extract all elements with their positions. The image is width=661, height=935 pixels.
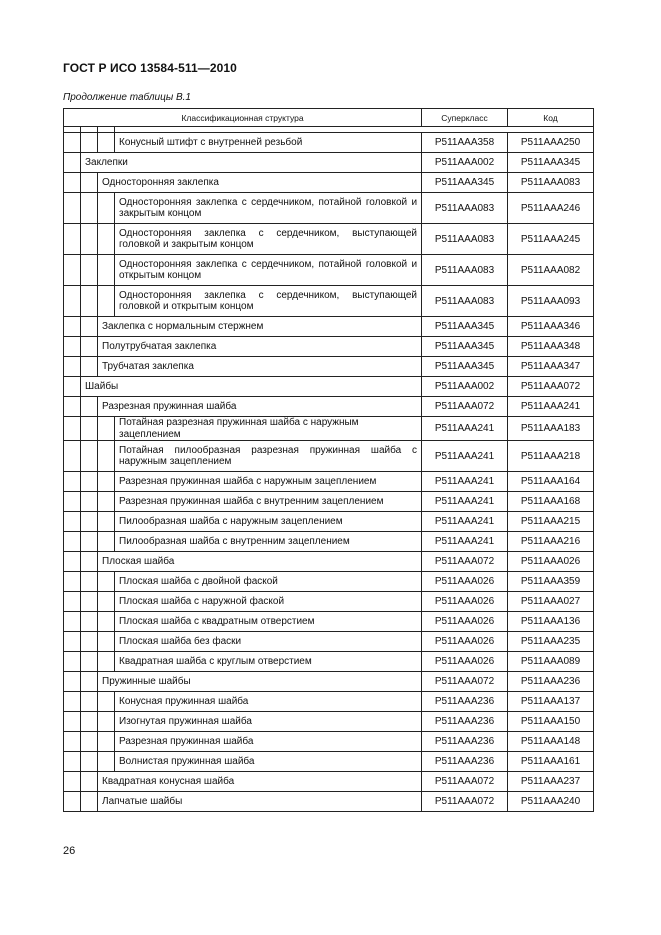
- indent-cell: [81, 492, 98, 512]
- indent-cell: [98, 712, 115, 732]
- indent-cell: [81, 286, 98, 317]
- indent-cell: [81, 612, 98, 632]
- row-code: P511AAA237: [508, 772, 594, 792]
- indent-cell: [81, 317, 98, 337]
- indent-cell: [81, 592, 98, 612]
- indent-cell: [64, 572, 81, 592]
- row-superclass: P511AAA072: [422, 772, 508, 792]
- row-superclass: P511AAA083: [422, 224, 508, 255]
- indent-cell: [81, 173, 98, 193]
- row-name: Разрезная пружинная шайба с внутренним зацеплением: [115, 492, 422, 512]
- indent-cell: [81, 193, 98, 224]
- row-code: P511AAA216: [508, 532, 594, 552]
- table-row: [64, 286, 594, 317]
- indent-cell: [64, 552, 81, 572]
- table-row: [64, 772, 594, 792]
- indent-cell: [81, 224, 98, 255]
- row-name: Односторонняя заклепка с сердечником, выступающей головкой и открытым концом: [115, 286, 422, 317]
- row-code: P511AAA346: [508, 317, 594, 337]
- table-row: [64, 572, 594, 592]
- table-row: [64, 337, 594, 357]
- indent-cell: [98, 255, 115, 286]
- indent-cell: [98, 752, 115, 772]
- row-code: P511AAA359: [508, 572, 594, 592]
- table-row: [64, 712, 594, 732]
- row-code: P511AAA150: [508, 712, 594, 732]
- indent-cell: [98, 692, 115, 712]
- row-code: P511AAA250: [508, 133, 594, 153]
- indent-cell: [81, 692, 98, 712]
- indent-cell: [81, 417, 98, 441]
- indent-cell: [98, 632, 115, 652]
- indent-cell: [98, 417, 115, 441]
- table-row: [64, 133, 594, 153]
- indent-cell: [81, 512, 98, 532]
- indent-cell: [81, 337, 98, 357]
- row-name: Разрезная пружинная шайба с наружным зацеплением: [115, 472, 422, 492]
- table-row: [64, 397, 594, 417]
- indent-cell: [81, 552, 98, 572]
- indent-cell: [64, 732, 81, 752]
- indent-cell: [64, 441, 81, 472]
- row-superclass: P511AAA083: [422, 193, 508, 224]
- table-row: [64, 652, 594, 672]
- indent-cell: [64, 337, 81, 357]
- indent-cell: [64, 193, 81, 224]
- indent-cell: [64, 532, 81, 552]
- row-code: P511AAA218: [508, 441, 594, 472]
- row-name: Потайная пилообразная разрезная пружинная шайба с наружным зацеплением: [115, 441, 422, 472]
- row-code: P511AAA246: [508, 193, 594, 224]
- row-name: Изогнутая пружинная шайба: [115, 712, 422, 732]
- indent-cell: [98, 492, 115, 512]
- row-code: P511AAA148: [508, 732, 594, 752]
- table-row: [64, 441, 594, 472]
- row-superclass: P511AAA072: [422, 792, 508, 812]
- table-row: [64, 153, 594, 173]
- table-row: [64, 472, 594, 492]
- row-code: P511AAA082: [508, 255, 594, 286]
- row-superclass: P511AAA026: [422, 592, 508, 612]
- row-superclass: P511AAA241: [422, 417, 508, 441]
- indent-cell: [81, 255, 98, 286]
- indent-cell: [98, 592, 115, 612]
- row-superclass: P511AAA241: [422, 472, 508, 492]
- indent-cell: [64, 652, 81, 672]
- table-row: [64, 792, 594, 812]
- row-superclass: P511AAA072: [422, 552, 508, 572]
- row-code: P511AAA136: [508, 612, 594, 632]
- header-code: Код: [508, 109, 594, 127]
- row-superclass: P511AAA358: [422, 133, 508, 153]
- row-superclass: P511AAA236: [422, 712, 508, 732]
- row-code: P511AAA347: [508, 357, 594, 377]
- row-code: P511AAA183: [508, 417, 594, 441]
- indent-cell: [81, 632, 98, 652]
- row-name: Плоская шайба: [98, 552, 422, 572]
- table-row: [64, 417, 594, 441]
- indent-cell: [64, 752, 81, 772]
- row-name: Пилообразная шайба с внутренним зацеплением: [115, 532, 422, 552]
- row-name: Конусный штифт с внутренней резьбой: [115, 133, 422, 153]
- row-name: Квадратная шайба с круглым отверстием: [115, 652, 422, 672]
- row-superclass: P511AAA241: [422, 512, 508, 532]
- table-row: [64, 672, 594, 692]
- row-code: P511AAA245: [508, 224, 594, 255]
- table-row: [64, 592, 594, 612]
- indent-cell: [81, 572, 98, 592]
- table-row: [64, 752, 594, 772]
- row-superclass: P511AAA236: [422, 752, 508, 772]
- row-name: Односторонняя заклепка: [98, 173, 422, 193]
- row-name: Волнистая пружинная шайба: [115, 752, 422, 772]
- table-row: [64, 692, 594, 712]
- indent-cell: [64, 792, 81, 812]
- indent-cell: [81, 712, 98, 732]
- table-row: [64, 612, 594, 632]
- indent-cell: [64, 712, 81, 732]
- row-code: P511AAA215: [508, 512, 594, 532]
- table-body: [64, 133, 594, 812]
- table-row: [64, 632, 594, 652]
- row-superclass: P511AAA002: [422, 377, 508, 397]
- table-row: [64, 492, 594, 512]
- table-row: [64, 255, 594, 286]
- indent-cell: [64, 772, 81, 792]
- row-superclass: P511AAA072: [422, 672, 508, 692]
- header-structure: Классификационная структура: [64, 109, 422, 127]
- indent-cell: [81, 532, 98, 552]
- row-superclass: P511AAA241: [422, 532, 508, 552]
- indent-cell: [81, 133, 98, 153]
- row-name: Разрезная пружинная шайба: [115, 732, 422, 752]
- table-continuation-title: Продолжение таблицы B.1: [63, 92, 191, 103]
- row-name: Плоская шайба с наружной фаской: [115, 592, 422, 612]
- row-superclass: P511AAA002: [422, 153, 508, 173]
- row-superclass: P511AAA083: [422, 255, 508, 286]
- indent-cell: [64, 397, 81, 417]
- row-code: P511AAA164: [508, 472, 594, 492]
- row-superclass: P511AAA241: [422, 492, 508, 512]
- indent-cell: [64, 173, 81, 193]
- row-code: P511AAA161: [508, 752, 594, 772]
- row-code: P511AAA236: [508, 672, 594, 692]
- indent-cell: [98, 472, 115, 492]
- classification-table: [63, 108, 594, 812]
- row-code: P511AAA241: [508, 397, 594, 417]
- row-name: Односторонняя заклепка с сердечником, потайной головкой и закрытым концом: [115, 193, 422, 224]
- indent-cell: [98, 441, 115, 472]
- table-row: [64, 317, 594, 337]
- table-row: [64, 193, 594, 224]
- document-code: ГОСТ Р ИСО 13584-511—2010: [63, 61, 237, 75]
- row-code: P511AAA093: [508, 286, 594, 317]
- row-superclass: P511AAA345: [422, 357, 508, 377]
- row-code: P511AAA072: [508, 377, 594, 397]
- row-name: Односторонняя заклепка с сердечником, выступающей головкой и закрытым концом: [115, 224, 422, 255]
- indent-cell: [81, 672, 98, 692]
- table-row: [64, 357, 594, 377]
- table-row: [64, 512, 594, 532]
- row-code: P511AAA083: [508, 173, 594, 193]
- indent-cell: [64, 632, 81, 652]
- indent-cell: [98, 193, 115, 224]
- indent-cell: [98, 532, 115, 552]
- row-superclass: P511AAA026: [422, 612, 508, 632]
- indent-cell: [81, 652, 98, 672]
- indent-cell: [98, 732, 115, 752]
- indent-cell: [64, 592, 81, 612]
- row-name: Трубчатая заклепка: [98, 357, 422, 377]
- indent-cell: [98, 652, 115, 672]
- indent-cell: [64, 472, 81, 492]
- table-row: [64, 173, 594, 193]
- row-code: P511AAA348: [508, 337, 594, 357]
- row-code: P511AAA345: [508, 153, 594, 173]
- row-superclass: P511AAA241: [422, 441, 508, 472]
- row-name: Шайбы: [81, 377, 422, 397]
- row-name: Плоская шайба с двойной фаской: [115, 572, 422, 592]
- indent-cell: [64, 672, 81, 692]
- indent-cell: [81, 441, 98, 472]
- row-name: Односторонняя заклепка с сердечником, потайной головкой и открытым концом: [115, 255, 422, 286]
- row-code: P511AAA026: [508, 552, 594, 572]
- row-superclass: P511AAA026: [422, 652, 508, 672]
- indent-cell: [81, 397, 98, 417]
- indent-cell: [98, 512, 115, 532]
- indent-cell: [64, 492, 81, 512]
- table-row: [64, 377, 594, 397]
- row-name: Плоская шайба без фаски: [115, 632, 422, 652]
- row-code: P511AAA235: [508, 632, 594, 652]
- row-superclass: P511AAA026: [422, 572, 508, 592]
- indent-cell: [64, 153, 81, 173]
- row-name: Плоская шайба с квадратным отверстием: [115, 612, 422, 632]
- indent-cell: [64, 612, 81, 632]
- row-superclass: P511AAA083: [422, 286, 508, 317]
- row-name: Конусная пружинная шайба: [115, 692, 422, 712]
- row-name: Заклепка с нормальным стержнем: [98, 317, 422, 337]
- header-superclass: Суперкласс: [422, 109, 508, 127]
- indent-cell: [81, 752, 98, 772]
- indent-cell: [98, 286, 115, 317]
- indent-cell: [64, 512, 81, 532]
- indent-cell: [64, 692, 81, 712]
- indent-cell: [81, 732, 98, 752]
- indent-cell: [64, 417, 81, 441]
- table-row: [64, 732, 594, 752]
- indent-cell: [64, 286, 81, 317]
- row-name: Лапчатые шайбы: [98, 792, 422, 812]
- indent-cell: [81, 357, 98, 377]
- row-name: Потайная разрезная пружинная шайба с наружным зацеплением: [115, 417, 422, 441]
- indent-cell: [98, 133, 115, 153]
- row-superclass: P511AAA345: [422, 317, 508, 337]
- row-superclass: P511AAA072: [422, 397, 508, 417]
- row-name: Квадратная конусная шайба: [98, 772, 422, 792]
- indent-cell: [64, 317, 81, 337]
- row-code: P511AAA089: [508, 652, 594, 672]
- row-name: Полутрубчатая заклепка: [98, 337, 422, 357]
- row-code: P511AAA168: [508, 492, 594, 512]
- row-name: Пружинные шайбы: [98, 672, 422, 692]
- row-superclass: P511AAA345: [422, 337, 508, 357]
- indent-cell: [64, 357, 81, 377]
- row-superclass: P511AAA026: [422, 632, 508, 652]
- indent-cell: [98, 572, 115, 592]
- row-superclass: P511AAA236: [422, 692, 508, 712]
- row-code: P511AAA027: [508, 592, 594, 612]
- row-name: Разрезная пружинная шайба: [98, 397, 422, 417]
- indent-cell: [64, 133, 81, 153]
- table-row: [64, 552, 594, 572]
- indent-cell: [98, 612, 115, 632]
- row-superclass: P511AAA236: [422, 732, 508, 752]
- page-number: 26: [63, 845, 76, 857]
- row-code: P511AAA137: [508, 692, 594, 712]
- table-row: [64, 224, 594, 255]
- indent-cell: [64, 377, 81, 397]
- table-row: [64, 532, 594, 552]
- indent-cell: [64, 224, 81, 255]
- indent-cell: [81, 792, 98, 812]
- row-name: Пилообразная шайба с наружным зацеплением: [115, 512, 422, 532]
- indent-cell: [81, 472, 98, 492]
- row-name: Заклепки: [81, 153, 422, 173]
- row-code: P511AAA240: [508, 792, 594, 812]
- indent-cell: [64, 255, 81, 286]
- indent-cell: [98, 224, 115, 255]
- row-superclass: P511AAA345: [422, 173, 508, 193]
- indent-cell: [81, 772, 98, 792]
